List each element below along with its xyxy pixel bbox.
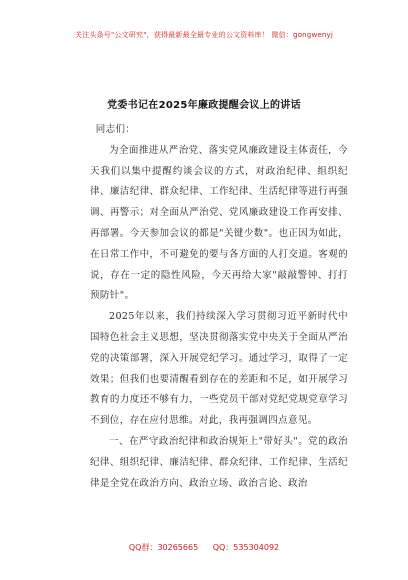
document-title: 党委书记在2025年廉政提醒会议上的讲话 xyxy=(107,100,301,111)
header-promo-note: 关注头条号"公文研究"，获得最新最全最专业的公文资料库！ 微信：gongwenyj xyxy=(74,31,334,39)
body-paragraph: 为全面推进从严治党、落实党风廉政建设主体责任，今天我们以集中提醒约谈会议的方式，对政治纪律、组织纪律、廉洁纪律、群众纪律、工作纪律、生活纪律等进行再强调、再警示；对全面从严治党、党风廉政建设工作再安排、再部署。今天参加会议的都是"关键少数"。也正因为如此，在日常工作中，不可避免的要与各方面的人打交道。客观的说，存在一定的隐性风险，今天再给大家"敲敲警钟、打打预防针"。 xyxy=(90,144,348,302)
body-paragraph: 一、在严守政治纪律和政治规矩上"带好头"。党的政治纪律、组织纪律、廉洁纪律、群众纪律、工作纪律、生活纪律是全党在政治方向、政治立场、政治言论、政治 xyxy=(90,435,348,489)
salutation: 同志们： xyxy=(95,124,136,135)
footer-qq-group: QQ群：30265665 xyxy=(128,543,199,552)
footer-contact xyxy=(0,542,408,553)
body-paragraph: 2025年以来，我们持续深入学习贯彻习近平新时代中国特色社会主义思想，坚决贯彻落实党中央关于全面从严治党的决策部署，深入开展党纪学习。通过学习，取得了一定效果；但我们也要清醒看到存在的差距和不足，如开展学习教育的力度还不够有力，一些党员干部对党纪党规党章学习不到位，存在应付思维。对此，我再强调四点意见。 xyxy=(90,311,348,427)
document-body xyxy=(90,120,348,494)
footer-qq: QQ：535304092 xyxy=(212,543,280,552)
